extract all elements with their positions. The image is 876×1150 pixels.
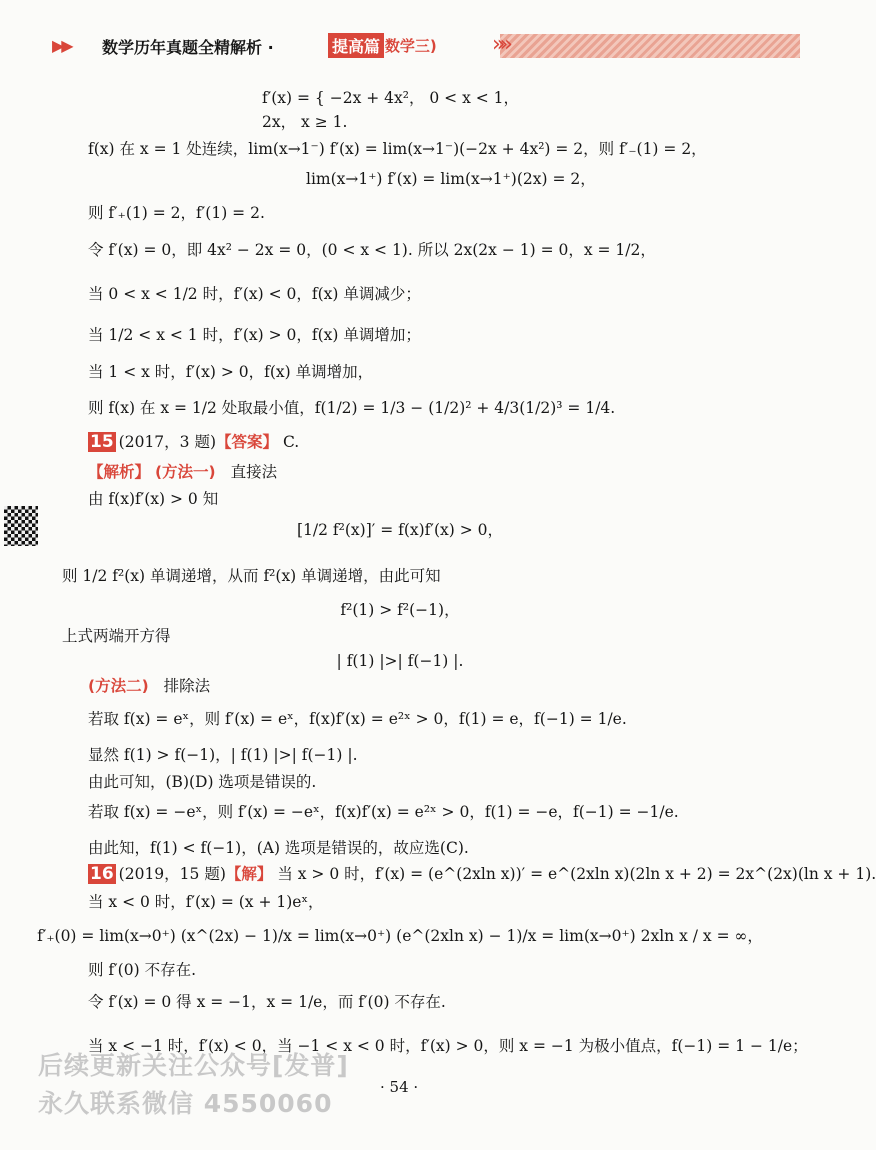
watermark-line-1: 后续更新关注公众号[发普] — [38, 1051, 349, 1080]
math-line: 则 f′(0) 不存在. — [88, 961, 196, 979]
math-line: 则 1/2 f²(x) 单调递增，从而 f²(x) 单调递增，由此可知 — [62, 567, 441, 585]
book-level-tag: 提高篇 — [328, 33, 384, 58]
math-line: 则 f(x) 在 x = 1/2 处取最小值，f(1/2) = 1/3 − (1/2)² + 4/3(1/2)³ = 1/4. — [88, 399, 616, 417]
math-line: 由此知，f(1) < f(−1)，(A) 选项是错误的，故应选(C). — [88, 839, 469, 857]
watermark-line-2: 永久联系微信 4550060 — [38, 1089, 333, 1118]
math-line: 2x， x ≥ 1. — [262, 113, 348, 131]
q16-number: 16 — [90, 864, 114, 884]
math-line: 由 f(x)f′(x) > 0 知 — [88, 490, 219, 508]
q15-source: (2017，3 题) — [118, 433, 217, 451]
math-line: f(x) 在 x = 1 处连续，lim(x→1⁻) f′(x) = lim(x→1⁻)(−2x + 4x²) = 2，则 f′₋(1) = 2， — [88, 140, 707, 158]
math-line: f′(x) = { −2x + 4x²， 0 < x < 1， — [262, 89, 520, 107]
math-line: 若取 f(x) = eˣ，则 f′(x) = eˣ，f(x)f′(x) = e²ˣ > 0，f(1) = e，f(−1) = 1/e. — [88, 710, 627, 728]
header-decoration-band — [500, 34, 800, 58]
math-line: 显然 f(1) > f(−1)，| f(1) |>| f(−1) |. — [88, 746, 358, 764]
q15-answer-label: 【答案】 — [216, 433, 279, 451]
math-line: 由此可知，(B)(D) 选项是错误的. — [88, 773, 317, 791]
analysis-label: 【解析】 — [88, 463, 151, 481]
page-number: · 54 · — [380, 1078, 419, 1096]
book-subject: (数学三) — [378, 37, 437, 55]
header-arrows-icon: ▶▶ — [52, 36, 71, 55]
q16-solution-label: 【解】 — [225, 865, 273, 883]
method1-name: 直接法 — [230, 463, 278, 481]
header-chevron-icon: »» — [492, 32, 507, 57]
display-equation: f′₊(0) = lim(x→0⁺) (x^(2x) − 1)/x = lim(x→0⁺) (e^(2xln x) − 1)/x = lim(x→0⁺) 2xln x / x = ∞， — [37, 927, 763, 945]
method2-heading — [88, 674, 210, 696]
q16-source: (2019，15 题) — [118, 865, 226, 883]
q16-first-line: 当 x > 0 时，f′(x) = (e^(2xln x))′ = e^(2xln x)(2ln x + 2) = 2x^(2x)(ln x + 1). — [277, 865, 876, 883]
q15-heading — [88, 430, 299, 452]
math-line: 上式两端开方得 — [62, 627, 171, 645]
math-line: 当 1/2 < x < 1 时，f′(x) > 0，f(x) 单调增加； — [88, 326, 421, 344]
book-title: 数学历年真题全精解析 · — [102, 38, 274, 57]
display-equation: | f(1) |>| f(−1) |. — [336, 652, 464, 670]
display-equation: [1/2 f²(x)]′ = f(x)f′(x) > 0， — [297, 521, 503, 539]
math-line: 当 x < 0 时，f′(x) = (x + 1)eˣ， — [88, 893, 324, 911]
method2-label: (方法二) — [88, 677, 149, 695]
display-equation: f²(1) > f²(−1)， — [340, 601, 460, 619]
math-line: 当 1 < x 时，f′(x) > 0，f(x) 单调增加， — [88, 363, 374, 381]
math-line: 当 0 < x < 1/2 时，f′(x) < 0，f(x) 单调减少； — [88, 285, 421, 303]
q15-answer: C. — [282, 433, 300, 451]
page-header — [0, 30, 800, 64]
method2-name: 排除法 — [163, 677, 211, 695]
math-line: 若取 f(x) = −eˣ，则 f′(x) = −eˣ，f(x)f′(x) = e²ˣ > 0，f(1) = −e，f(−1) = −1/e. — [88, 803, 679, 821]
math-line: 当 x < −1 时，f′(x) < 0，当 −1 < x < 0 时，f′(x) > 0，则 x = −1 为极小值点，f(−1) = 1 − 1/e； — [88, 1037, 808, 1055]
qr-code-icon — [4, 506, 38, 546]
q15-analysis-heading — [88, 460, 277, 482]
math-line: 令 f′(x) = 0 得 x = −1，x = 1/e，而 f′(0) 不存在. — [88, 993, 446, 1011]
math-line: 令 f′(x) = 0，即 4x² − 2x = 0，(0 < x < 1). 所以 2x(2x − 1) = 0，x = 1/2， — [88, 241, 656, 259]
method1-label: (方法一) — [154, 463, 216, 481]
math-line: 则 f′₊(1) = 2，f′(1) = 2. — [88, 204, 265, 222]
math-line: lim(x→1⁺) f′(x) = lim(x→1⁺)(2x) = 2， — [306, 170, 596, 188]
q15-number: 15 — [90, 432, 114, 452]
q16-heading — [88, 862, 876, 884]
